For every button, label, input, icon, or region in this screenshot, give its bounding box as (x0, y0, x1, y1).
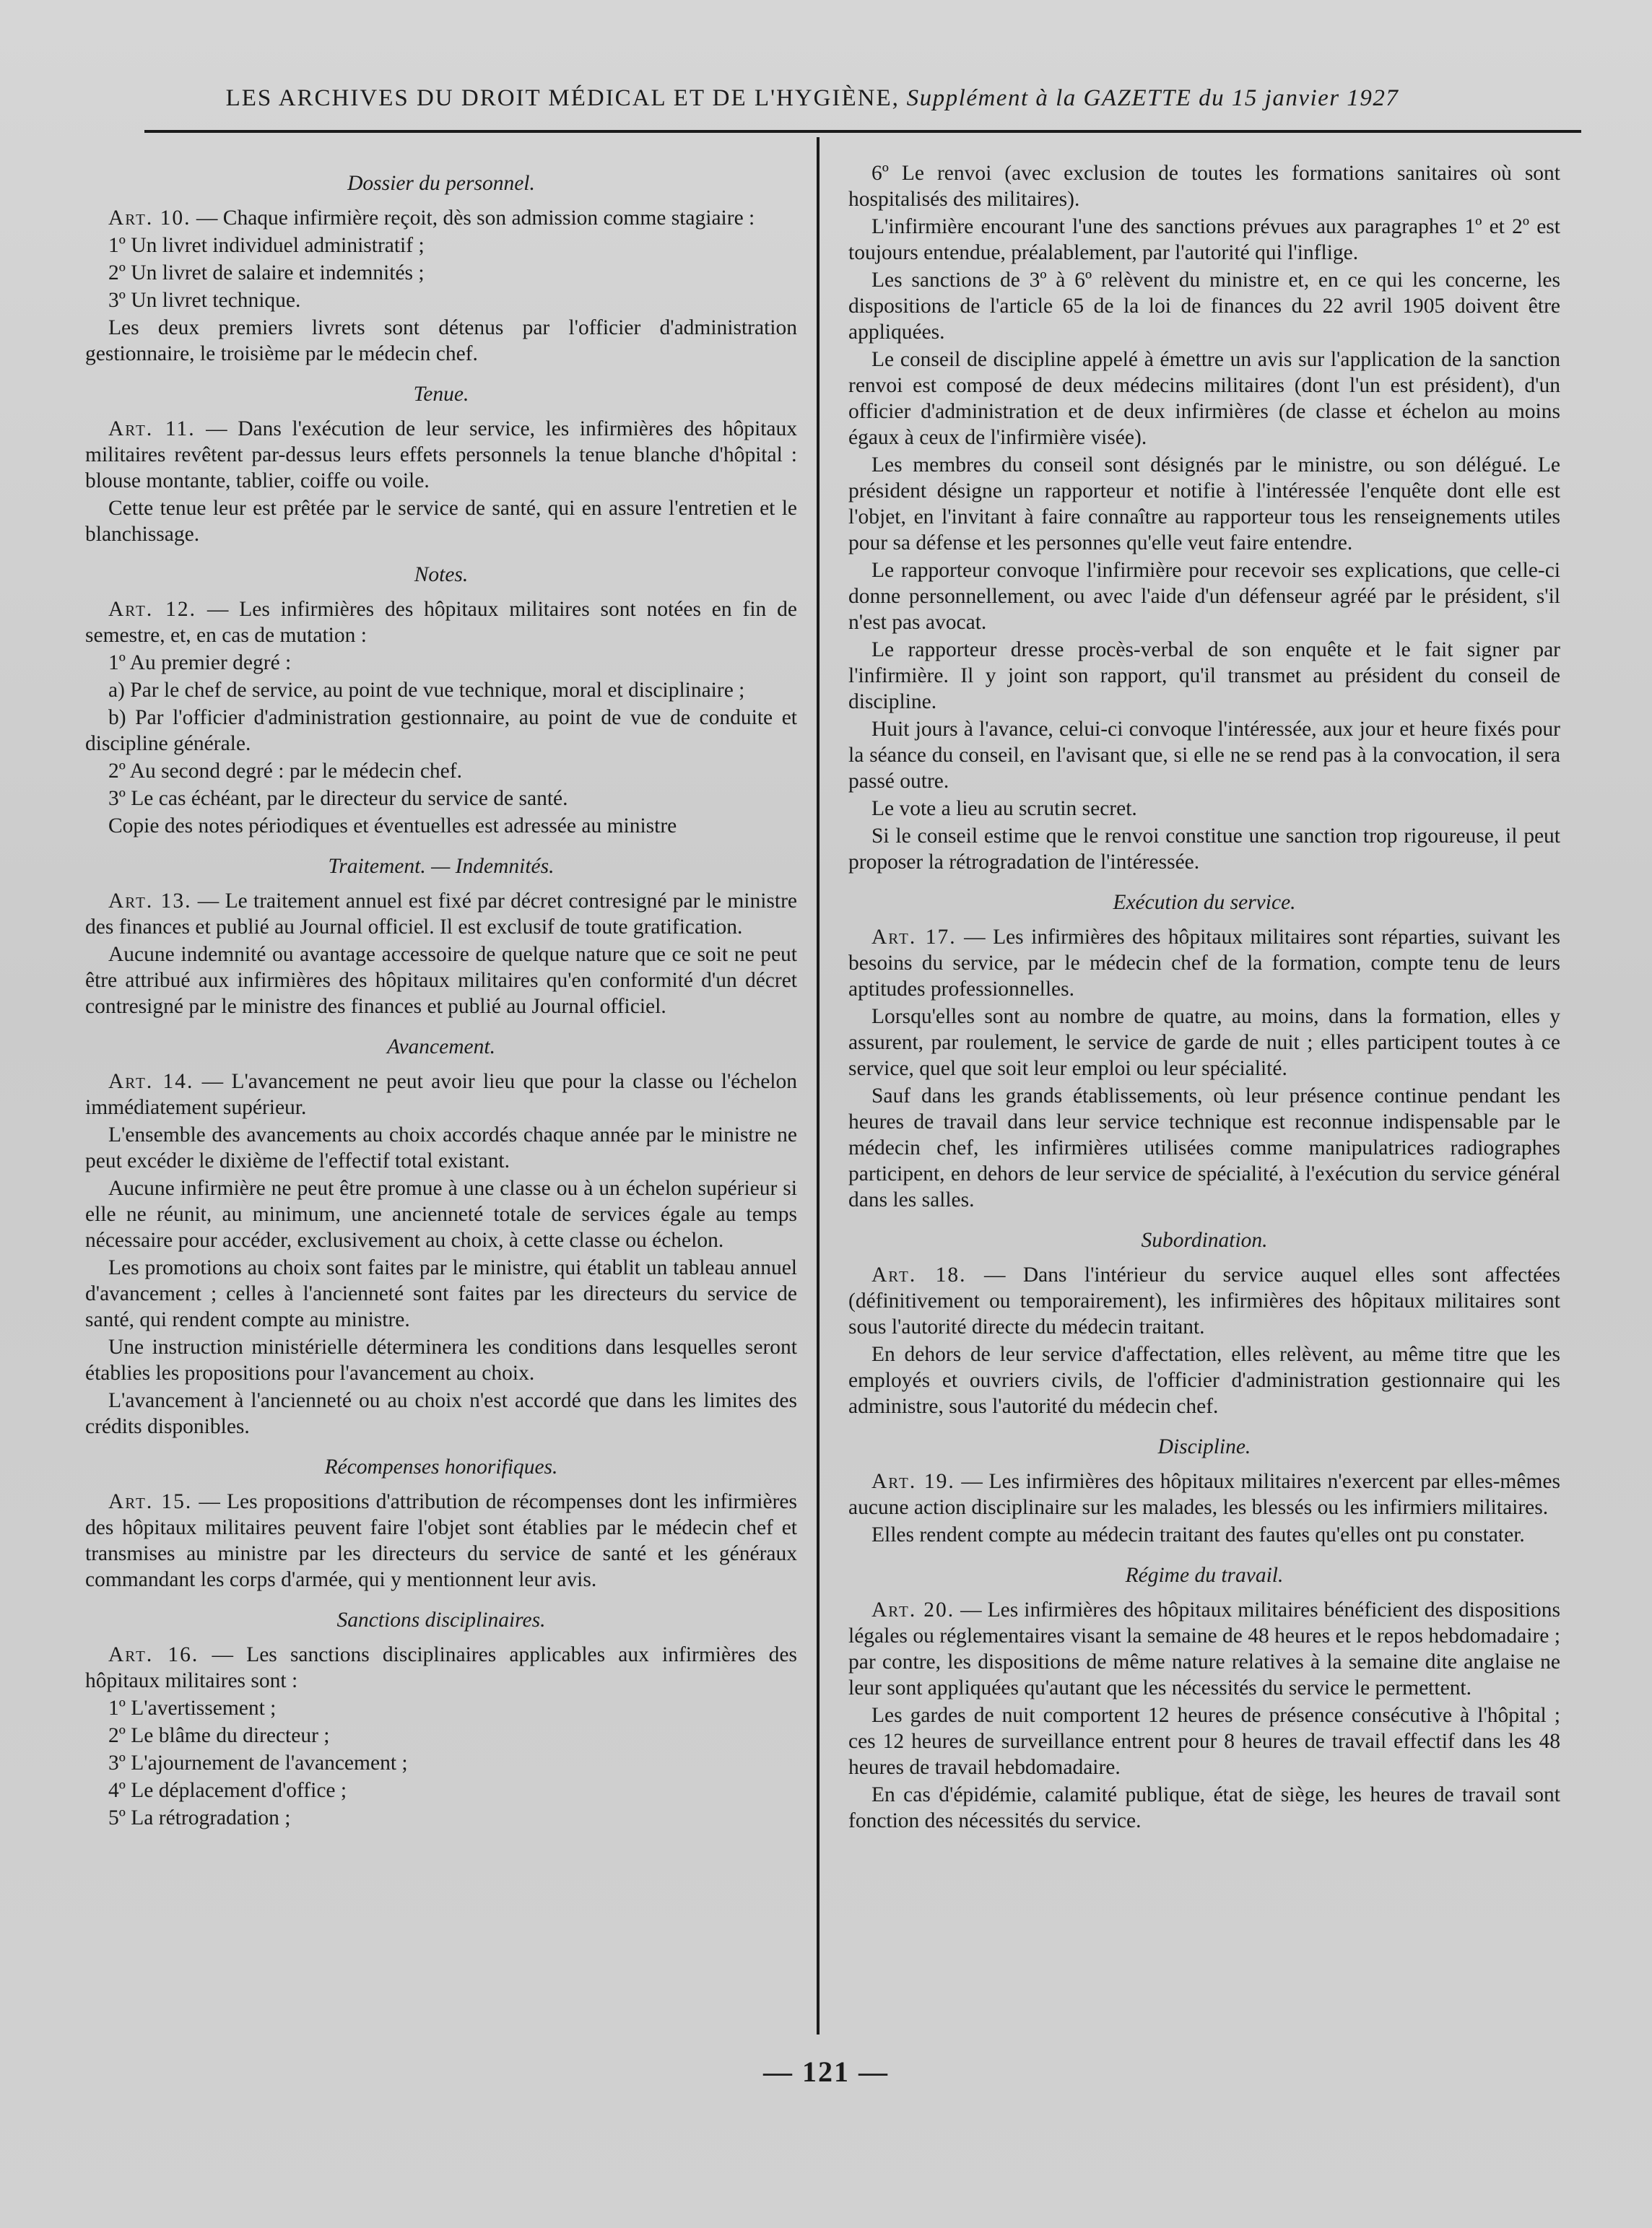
list-item: 2º Le blâme du directeur ; (108, 1724, 330, 1747)
paragraph: Lorsqu'elles sont au nombre de quatre, au moins, dans la formation, elles y assurent, par roulement, le service de garde de nuit ; elles participent toutes à ce service, quel que soit leur emploi ou leur spécialité. (848, 1005, 1560, 1080)
paragraph: Le vote a lieu au scrutin secret. (871, 797, 1137, 820)
section-heading: Régime du travail. (1125, 1564, 1284, 1587)
left-column (85, 160, 797, 1832)
paragraph: Aucune indemnité ou avantage accessoire de quelque nature que ce soit ne peut être attribué aux infirmières des hôpitaux militaires qu'en conformité d'un décret contresigné par le ministre des finances et publié au Journal officiel. (85, 943, 797, 1018)
paragraph: L'ensemble des avancements au choix accordés chaque année par le ministre ne peut excéder le dixième de l'effectif total existant. (85, 1123, 797, 1172)
list-item: 2º Au second degré : par le médecin chef. (108, 760, 462, 783)
paragraph: Elles rendent compte au médecin traitant des fautes qu'elles ont pu constater. (871, 1523, 1525, 1546)
article-text: — Dans l'intérieur du service auquel elles sont affectées (définitivement ou temporairement), les infirmières des hôpitaux militaires sont sous l'autorité directe du médecin traitant. (848, 1263, 1560, 1339)
right-column (848, 160, 1560, 1835)
article-text: — Les propositions d'attribution de récompenses dont les infirmières des hôpitaux militaires peuvent faire l'objet sont établies par le médecin chef et transmises au ministre par les directeurs du service de santé et les généraux commandant les corps d'armée, qui y mentionnent leur avis. (85, 1490, 797, 1591)
list-item: 5º La rétrogradation ; (108, 1806, 291, 1829)
list-item: 4º Le déplacement d'office ; (108, 1779, 347, 1802)
paragraph: En dehors de leur service d'affectation, elles relèvent, au même titre que les employés et ouvriers civils, de l'officier d'administration gestionnaire qui les administre, sous l'autorité du médecin chef. (848, 1343, 1560, 1418)
article-label: Art. 18. (871, 1263, 967, 1287)
article-text: — L'avancement ne peut avoir lieu que pour la classe ou l'échelon immédiatement supérieur. (85, 1070, 797, 1119)
section-heading: Discipline. (1157, 1435, 1251, 1458)
article-label: Art. 15. (108, 1490, 193, 1513)
article-text: — Les infirmières des hôpitaux militaires bénéficient des dispositions légales ou réglementaires visant la semaine de 48 heures et le repos hebdomadaire ; par contre, les dispositions de même nature relatives à la semaine dite anglaise ne leur sont appliquées qu'autant que les nécessités du service le permettent. (848, 1598, 1560, 1700)
section-heading: Tenue. (413, 383, 469, 406)
article-label: Art. 19. (871, 1470, 955, 1493)
article-label: Art. 17. (871, 926, 957, 949)
paragraph: Les promotions au choix sont faites par le ministre, qui établit un tableau annuel d'avancement ; celles à l'ancienneté sont faites par les directeurs du service de santé, qui rendent compte au ministre. (85, 1256, 797, 1331)
list-item: 3º Un livret technique. (108, 289, 301, 312)
list-item: 1º L'avertissement ; (108, 1697, 277, 1720)
article-paragraph (85, 205, 797, 231)
article-paragraph (848, 924, 1560, 1002)
supplement-date: Supplément à la GAZETTE du 15 janvier 1927 (906, 85, 1399, 111)
article-text: — Les infirmières des hôpitaux militaires n'exercent par elles-mêmes aucune action disciplinaire sur les malades, les blessés ou les infirmiers militaires. (848, 1470, 1560, 1519)
paragraph: En cas d'épidémie, calamité publique, état de siège, les heures de travail sont fonction des nécessités du service. (848, 1783, 1560, 1832)
article-label: Art. 16. (108, 1643, 199, 1666)
article-paragraph (85, 1069, 797, 1120)
list-item: 1º Un livret individuel administratif ; (108, 234, 425, 257)
section-heading: Sanctions disciplinaires. (336, 1609, 546, 1632)
list-item: 3º L'ajournement de l'avancement ; (108, 1751, 408, 1775)
section-heading: Subordination. (1141, 1229, 1268, 1252)
section-heading: Avancement. (387, 1035, 495, 1058)
list-item: 2º Un livret de salaire et indemnités ; (108, 261, 425, 284)
column-divider (817, 137, 820, 2035)
article-paragraph (848, 1262, 1560, 1340)
list-item: a) Par le chef de service, au point de vue technique, moral et disciplinaire ; (108, 679, 745, 702)
paragraph: Les gardes de nuit comportent 12 heures de présence consécutive à l'hôpital ; ces 12 heures de surveillance entrent pour 8 heures de travail effectif dans les 48 heures de travail hebdomadaire. (848, 1704, 1560, 1779)
running-title: LES ARCHIVES DU DROIT MÉDICAL ET DE L'HYGIÈNE, (225, 85, 900, 111)
paragraph: L'infirmière encourant l'une des sanctions prévues aux paragraphes 1º et 2º est toujours entendue, préalablement, par l'autorité qui l'inflige. (848, 215, 1560, 264)
article-text: — Les infirmières des hôpitaux militaires sont notées en fin de semestre, et, en cas de mutation : (85, 598, 797, 647)
article-label: Art. 10. (108, 206, 191, 230)
article-paragraph (85, 596, 797, 648)
section-heading: Notes. (414, 563, 469, 586)
article-label: Art. 14. (108, 1070, 194, 1093)
paragraph: Sauf dans les grands établissements, où leur présence continue pendant les heures de travail dans leur service technique est reconnue indispensable par le médecin chef, les infirmières utilisées comme manipulatrices radiographes participent, en dehors de leur service de spécialité, à l'exécution du service général dans les salles. (848, 1084, 1560, 1211)
section-heading: Exécution du service. (1113, 891, 1296, 914)
running-header (152, 85, 1473, 112)
page-number: — 121 — (763, 2055, 889, 2088)
article-label: Art. 20. (871, 1598, 955, 1622)
paragraph: Copie des notes périodiques et éventuelles est adressée au ministre (108, 814, 677, 837)
list-item: 3º Le cas échéant, par le directeur du service de santé. (108, 787, 568, 810)
list-item: 1º Au premier degré : (108, 651, 292, 674)
paragraph: Le rapporteur convoque l'infirmière pour recevoir ses explications, que celle-ci donne personnellement, ou avec l'aide d'un défenseur agréé par le président, s'il n'est pas avocat. (848, 559, 1560, 634)
paragraph: Les sanctions de 3º à 6º relèvent du ministre et, en ce qui les concerne, les dispositions de l'article 65 de la loi de finances du 22 avril 1905 doivent être appliquées. (848, 269, 1560, 344)
paragraph: Une instruction ministérielle déterminera les conditions dans lesquelles seront établies les propositions pour l'avancement au choix. (85, 1336, 797, 1385)
article-label: Art. 13. (108, 889, 192, 913)
article-paragraph (85, 416, 797, 494)
section-heading: Traitement. — Indemnités. (328, 855, 555, 878)
article-paragraph (848, 1597, 1560, 1701)
article-label: Art. 12. (108, 598, 196, 621)
article-label: Art. 11. (108, 417, 196, 440)
paragraph: Les deux premiers livrets sont détenus par l'officier d'administration gestionnaire, le troisième par le médecin chef. (85, 316, 797, 365)
paragraph: Cette tenue leur est prêtée par le service de santé, qui en assure l'entretien et le blanchissage. (85, 497, 797, 546)
article-paragraph (85, 1642, 797, 1694)
article-paragraph (85, 888, 797, 940)
paragraph: Le conseil de discipline appelé à émettre un avis sur l'application de la sanction renvoi est composé de deux médecins militaires (dont l'un est président), d'un officier d'administration et de deux infirmières (de classe et échelon au moins égaux à ceux de l'infirmière visée). (848, 348, 1560, 449)
section-heading: Récompenses honorifiques. (324, 1455, 558, 1479)
paragraph: Le rapporteur dresse procès-verbal de son enquête et le fait signer par l'infirmière. Il y joint son rapport, qu'il transmet au président du conseil de discipline. (848, 638, 1560, 713)
article-text: — Dans l'exécution de leur service, les infirmières des hôpitaux militaires revêtent par-dessus leurs effets personnels la tenue blanche d'hôpital : blouse montante, tablier, coiffe ou voile. (85, 417, 797, 492)
article-text: — Les sanctions disciplinaires applicables aux infirmières des hôpitaux militaires sont : (85, 1643, 797, 1692)
article-paragraph (848, 1468, 1560, 1520)
paragraph: 6º Le renvoi (avec exclusion de toutes les formations sanitaires où sont hospitalisés des militaires). (848, 162, 1560, 211)
article-text: — Les infirmières des hôpitaux militaires sont réparties, suivant les besoins du service, par le médecin chef de la formation, compte tenu de leurs aptitudes professionnelles. (848, 926, 1560, 1001)
list-item: b) Par l'officier d'administration gestionnaire, au point de vue de conduite et discipline générale. (85, 706, 797, 755)
paragraph: Si le conseil estime que le renvoi constitue une sanction trop rigoureuse, il peut proposer la rétrogradation de l'intéressée. (848, 824, 1560, 874)
paragraph: Huit jours à l'avance, celui-ci convoque l'intéressée, aux jour et heure fixés pour la séance du conseil, en l'avisant que, si elle ne se rend pas à la convocation, il sera passé outre. (848, 718, 1560, 793)
article-text: — Chaque infirmière reçoit, dès son admission comme stagiaire : (191, 206, 755, 230)
paragraph: Aucune infirmière ne peut être promue à une classe ou à un échelon supérieur si elle ne réunit, au minimum, une ancienneté totale de services égale au temps nécessaire pour accéder, exclusivement au choix, à cette classe ou échelon. (85, 1177, 797, 1252)
paragraph: L'avancement à l'ancienneté ou au choix n'est accordé que dans les limites des crédits disponibles. (85, 1389, 797, 1438)
section-heading: Dossier du personnel. (347, 172, 535, 195)
article-text: — Le traitement annuel est fixé par décret contresigné par le ministre des finances et publié au Journal officiel. Il est exclusif de toute gratification. (85, 889, 797, 939)
paragraph: Les membres du conseil sont désignés par le ministre, ou son délégué. Le président désigne un rapporteur et notifie à l'intéressée l'enquête dont elle est l'objet, en l'invitant à faire connaître au rapporteur tous les renseignements utiles pour sa défense et les personnes qu'elle veut faire entendre. (848, 453, 1560, 554)
header-rule (144, 130, 1581, 133)
article-paragraph (85, 1489, 797, 1593)
